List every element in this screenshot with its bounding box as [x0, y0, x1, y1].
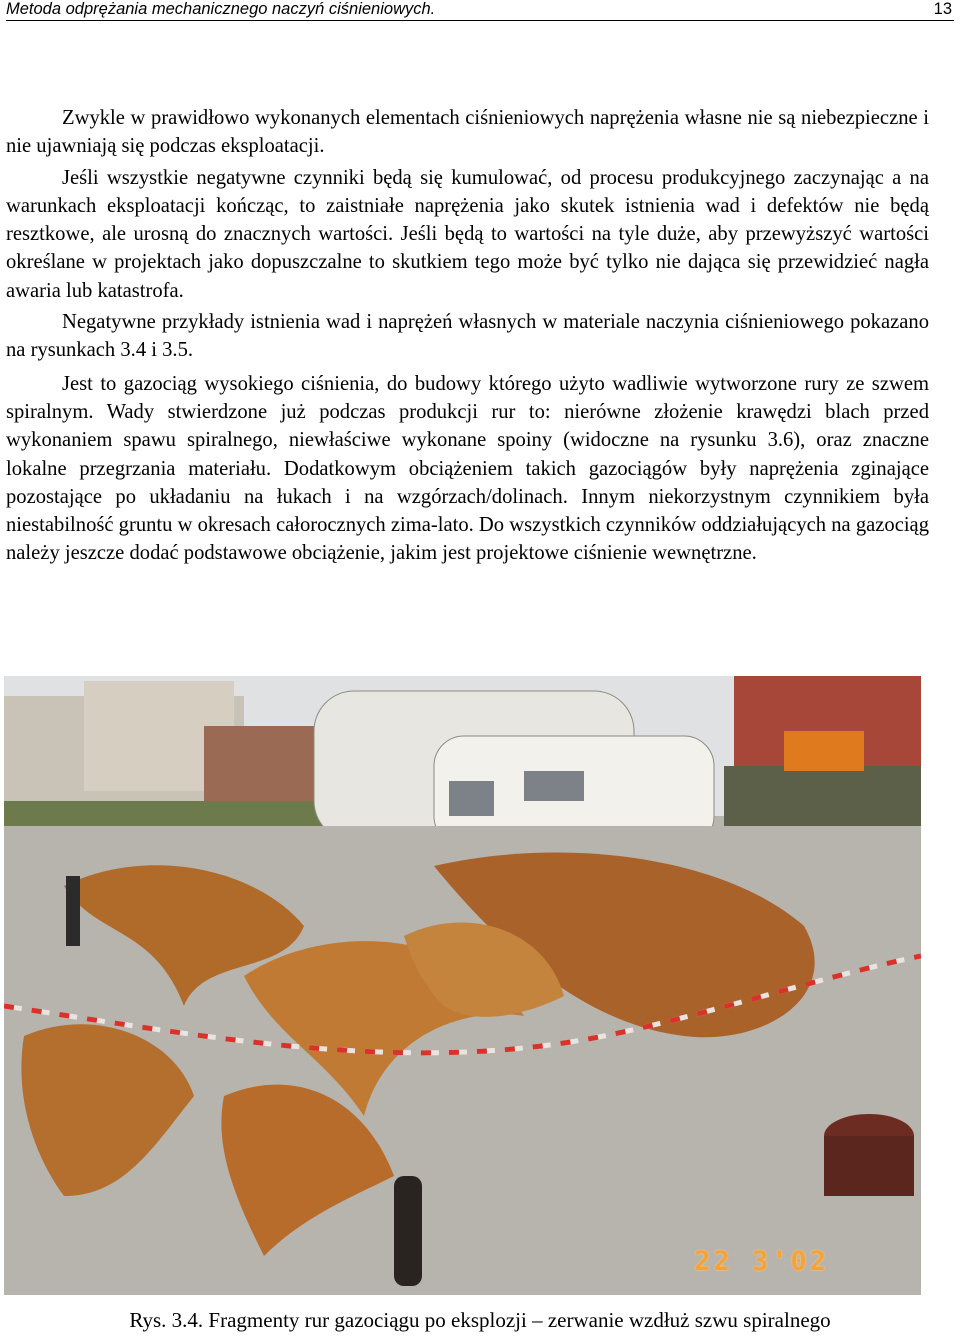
trailer-window-2 — [449, 781, 494, 816]
barrel-body — [824, 1136, 914, 1196]
figure-caption: Rys. 3.4. Fragmenty rur gazociągu po eksplozji – zerwanie wzdłuż szwu spiralnego — [129, 1308, 831, 1332]
page-number: 13 — [933, 0, 952, 18]
paragraph-1: Zwykle w prawidłowo wykonanych elementach ciśnieniowych naprężenia własne nie są niebezpieczne i nie ujawniają się podczas eksploatacji. — [6, 107, 929, 158]
truck-cab — [784, 731, 864, 771]
post-cone — [394, 1176, 422, 1286]
figure-photo — [4, 676, 921, 1295]
body-text — [6, 104, 929, 573]
post — [66, 876, 80, 946]
document-title: Metoda odprężania mechanicznego naczyń ciśnieniowych. — [6, 0, 436, 18]
running-header — [6, 0, 954, 21]
paragraph-2: Jeśli wszystkie negatywne czynniki będą się kumulować, od procesu produkcyjnego zaczynając a na warunkach eksploatacji kończąc, to zaistniałe naprężenia jako skutek istnienia wad i defektów nie będą resztkowe, ale urosną do znacznych wartości. Jeśli będą to wartości na tyle duże, aby przewyższyć wartości określane w projektach jako dopuszczalne to skutkiem tego może być tylko nie dająca się przewidzieć nagła awaria lub katastrofa. — [6, 166, 929, 302]
photo-date-stamp: 22 3'02 — [694, 1246, 829, 1277]
trailer-window — [524, 771, 584, 801]
photo-illustration — [4, 676, 921, 1295]
paragraph-3: Negatywne przykłady istnienia wad i naprężeń własnych w materiale naczynia ciśnieniowego pokazano na rysunkach 3.4 i 3.5. — [6, 311, 929, 362]
paragraph-4: Jest to gazociąg wysokiego ciśnienia, do budowy którego użyto wadliwie wytworzone rury ze szwem spiralnym. Wady stwierdzone już podczas produkcji rur to: nierówne złożenie krawędzi blach przed wykonaniem spawu spiralnego, niewłaściwe wykonane spoiny (widoczne na rysunku 3.6), oraz znaczne lokalne przegrzania materiału. Dodatkowym obciążeniem takich gazociągów były naprężenia zginające pozostające po układaniu na łukach i na wzgórzach/dolinach. Innym niekorzystnym czynnikiem była niestabilność gruntu w okresach całorocznych zima-lato. Do wszystkich czynników oddziałujących na gazociąg należy jeszcze dodać podstawowe obciążenie, jakim jest projektowe ciśnienie wewnętrzne. — [6, 372, 929, 565]
